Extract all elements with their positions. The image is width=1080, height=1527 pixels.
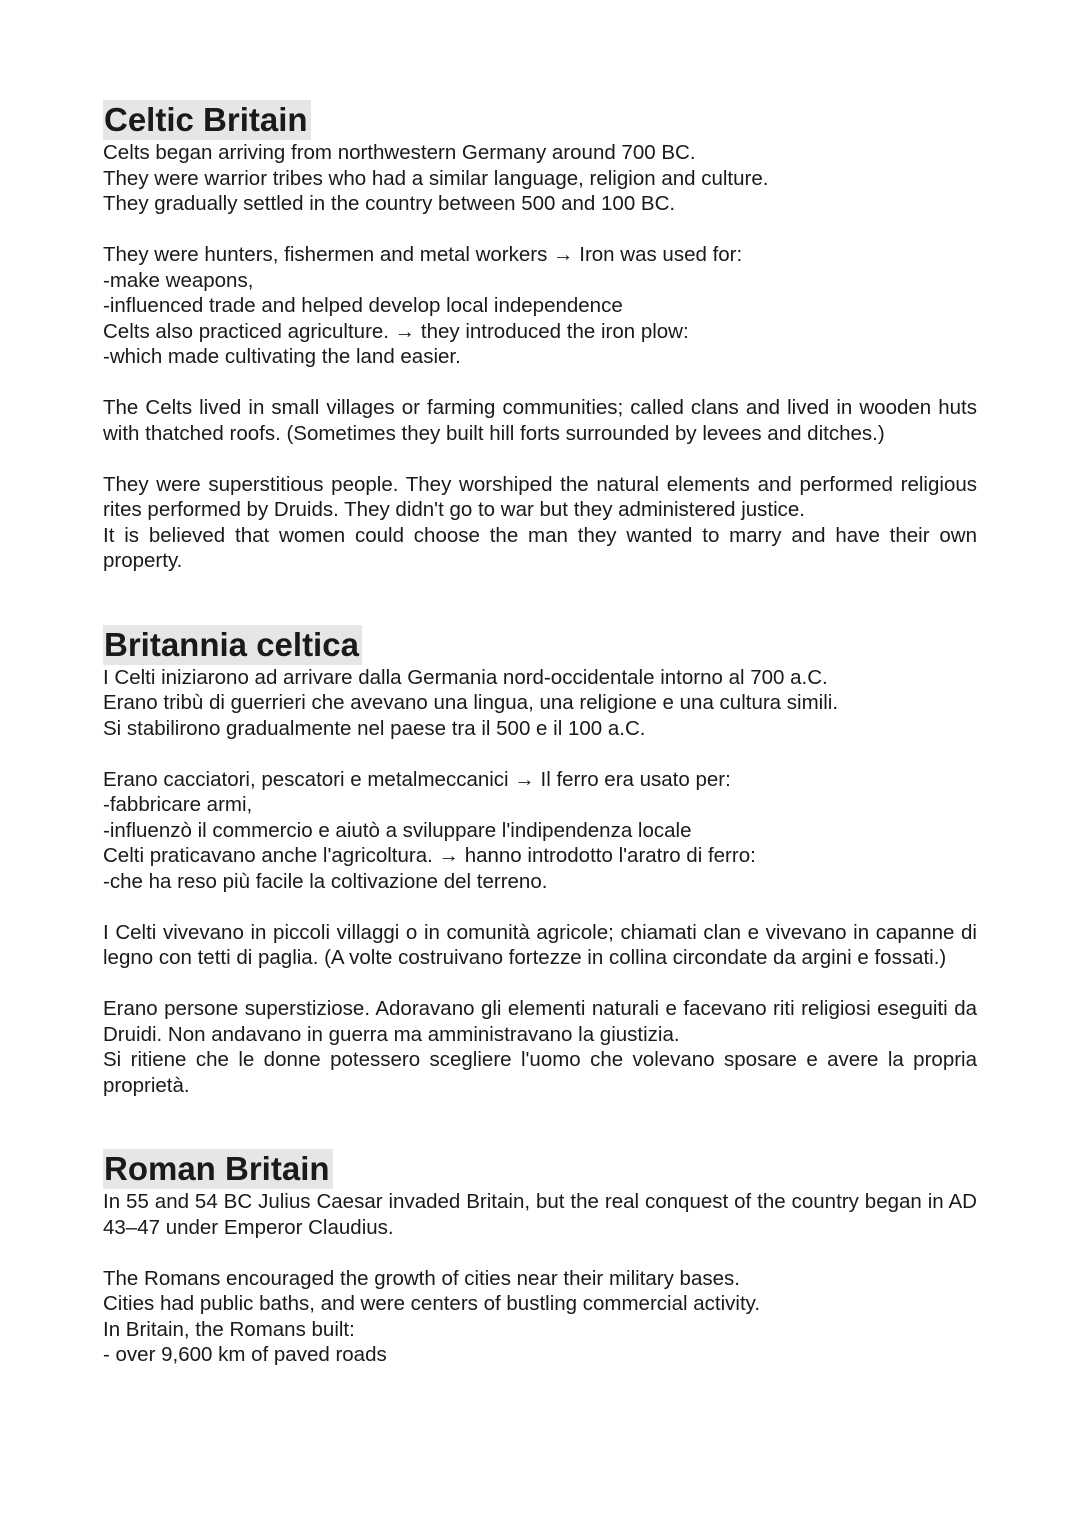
- text-line: They were hunters, fishermen and metal workers → Iron was used for:: [103, 243, 743, 266]
- paragraph: Erano persone superstiziose. Adoravano gli elementi naturali e facevano riti religiosi eseguiti da Druidi. Non andavano in guerra ma amministravano la giustizia.: [103, 997, 977, 1046]
- section-heading: Britannia celtica: [103, 625, 362, 665]
- text-line: -fabbricare armi,: [103, 793, 253, 816]
- document-page: [103, 100, 977, 1368]
- paragraph: Si ritiene che le donne potessero scegliere l'uomo che volevano sposare e avere la propria proprietà.: [103, 1048, 977, 1097]
- text-line: -che ha reso più facile la coltivazione del terreno.: [103, 869, 548, 893]
- text-line: Celts also practiced agriculture. → they introduced the iron plow:: [103, 319, 689, 343]
- section-roman-britain: [103, 1149, 977, 1368]
- paragraph: [103, 1266, 977, 1368]
- paragraph: [103, 665, 977, 742]
- text-line: Erano tribù di guerrieri che avevano una lingua, una religione e una cultura simili.: [103, 691, 839, 714]
- paragraph: It is believed that women could choose the man they wanted to marry and have their own property.: [103, 523, 977, 572]
- text-line: Si stabilirono gradualmente nel paese tra il 500 e il 100 a.C.: [103, 716, 646, 740]
- section-britannia-celtica: [103, 625, 977, 1099]
- section-heading: Celtic Britain: [103, 100, 311, 140]
- text-line: They gradually settled in the country between 500 and 100 BC.: [103, 192, 676, 215]
- text-line: They were warrior tribes who had a similar language, religion and culture.: [103, 166, 769, 190]
- text-line: -influenzò il commercio e aiutò a sviluppare l'indipendenza locale: [103, 818, 692, 842]
- paragraph: [103, 140, 977, 217]
- text-line: Cities had public baths, and were centers of bustling commercial activity.: [103, 1292, 761, 1315]
- paragraph: [103, 242, 977, 370]
- text-line: In Britain, the Romans built:: [103, 1317, 355, 1341]
- text-line: -make weapons,: [103, 268, 254, 292]
- text-line: I Celti iniziarono ad arrivare dalla Germania nord-occidentale intorno al 700 a.C.: [103, 665, 828, 689]
- paragraph: [103, 767, 977, 895]
- text-line: -which made cultivating the land easier.: [103, 345, 461, 368]
- text-line: Celti praticavano anche l'agricoltura. → hanno introdotto l'aratro di ferro:: [103, 844, 756, 867]
- paragraph: I Celti vivevano in piccoli villaggi o in comunità agricole; chiamati clan e vivevano in capanne di legno con tetti di paglia. (A volte costruivano fortezze in collina circondate da argini e fossati.): [103, 920, 977, 969]
- section-heading: Roman Britain: [103, 1149, 333, 1189]
- text-line: -influenced trade and helped develop local independence: [103, 294, 623, 317]
- text-line: The Romans encouraged the growth of cities near their military bases.: [103, 1266, 740, 1290]
- paragraph: In 55 and 54 BC Julius Caesar invaded Britain, but the real conquest of the country began in AD 43–47 under Emperor Claudius.: [103, 1190, 977, 1239]
- text-line: - over 9,600 km of paved roads: [103, 1343, 387, 1366]
- text-line: Erano cacciatori, pescatori e metalmeccanici → Il ferro era usato per:: [103, 767, 731, 791]
- paragraph: The Celts lived in small villages or farming communities; called clans and lived in wooden huts with thatched roofs. (Sometimes they built hill forts surrounded by levees and ditches.): [103, 396, 977, 445]
- paragraph: They were superstitious people. They worshiped the natural elements and performed religious rites performed by Druids. They didn't go to war but they administered justice.: [103, 472, 977, 521]
- text-line: Celts began arriving from northwestern Germany around 700 BC.: [103, 141, 696, 164]
- section-celtic-britain: [103, 100, 977, 574]
